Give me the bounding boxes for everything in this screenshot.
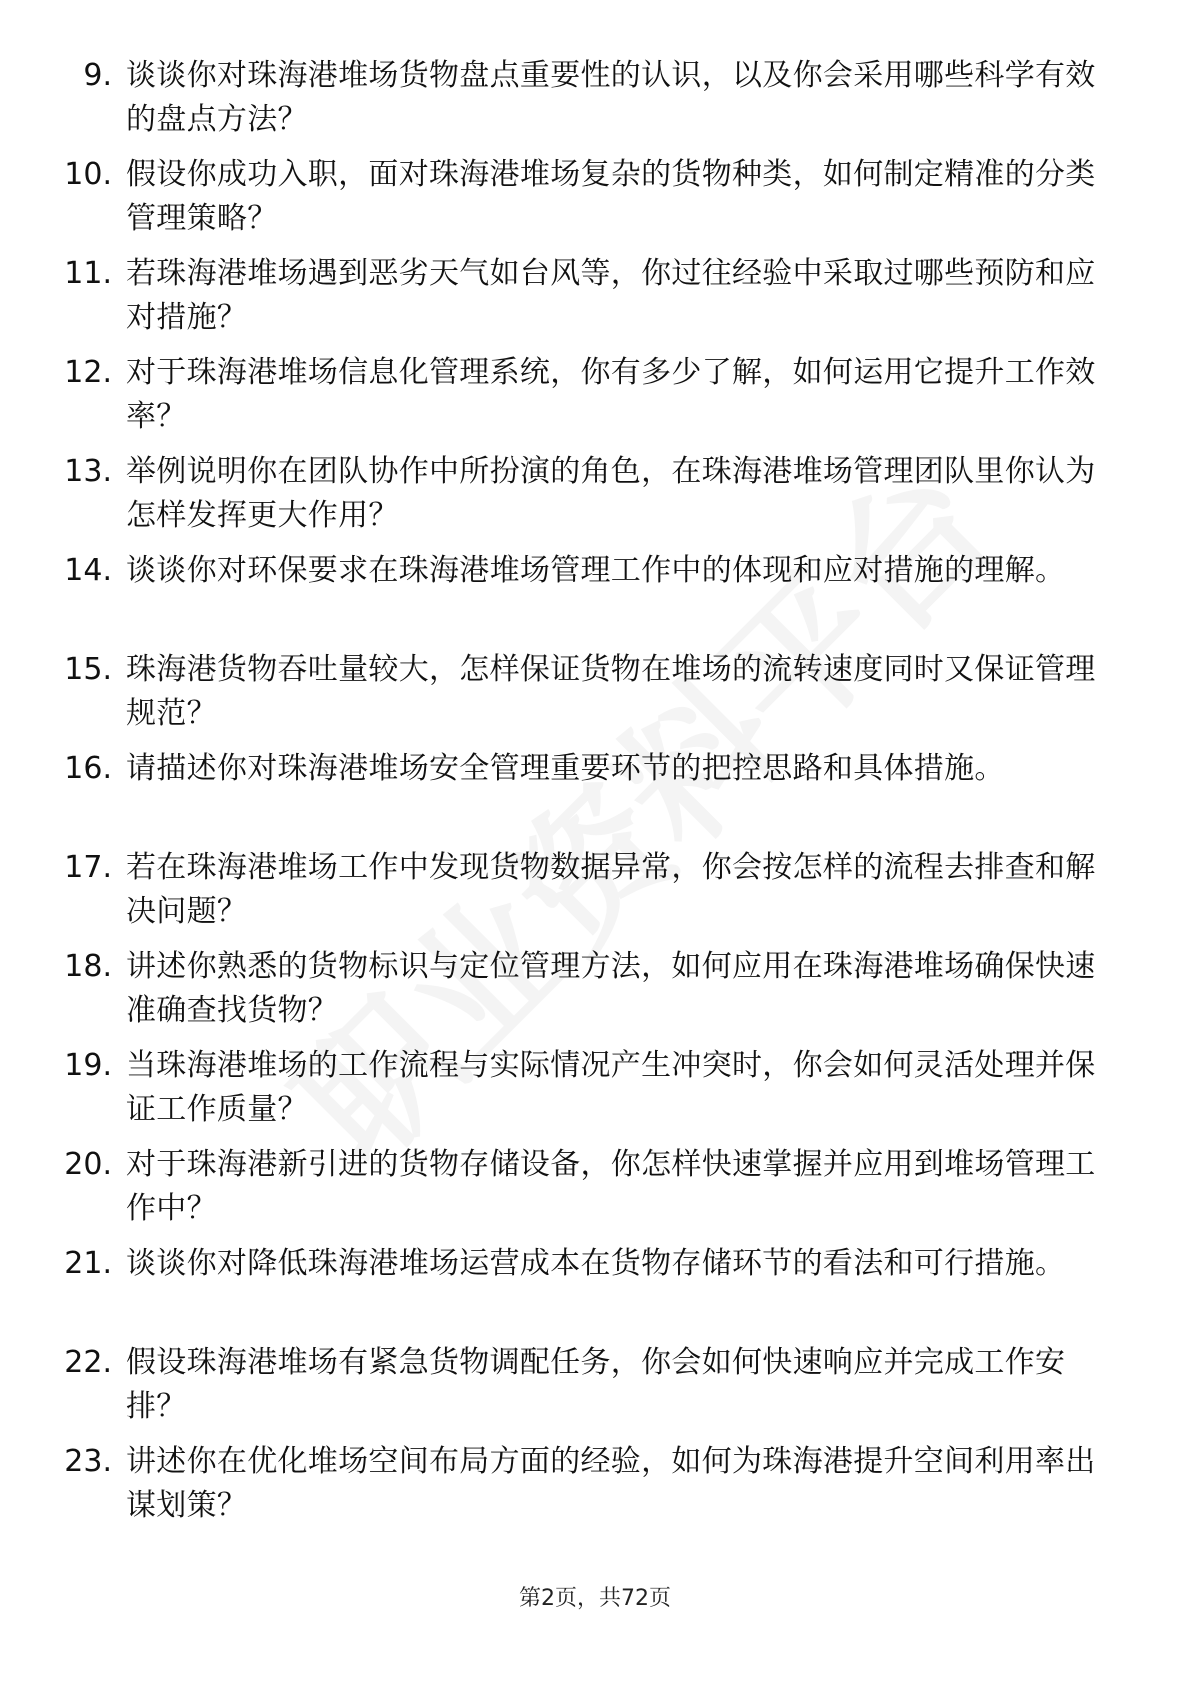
- question-item: [0, 1242, 1190, 1341]
- question-item: [0, 846, 1190, 945]
- question-number: 11.: [64, 256, 112, 291]
- question-item: [0, 153, 1190, 252]
- question-item: [0, 747, 1190, 846]
- question-text: 珠海港货物吞吐量较大，怎样保证货物在堆场的流转速度同时又保证管理规范？: [126, 652, 1096, 731]
- question-number: 12.: [64, 355, 112, 390]
- question-item: [0, 945, 1190, 1044]
- question-text: 举例说明你在团队协作中所扮演的角色，在珠海港堆场管理团队里你认为怎样发挥更大作用？: [126, 454, 1096, 533]
- question-item: [0, 351, 1190, 450]
- question-list: [0, 54, 1190, 1539]
- question-item: [0, 1143, 1190, 1242]
- question-item: [0, 648, 1190, 747]
- question-number: 9.: [83, 58, 112, 93]
- question-text: 对于珠海港新引进的货物存储设备，你怎样快速掌握并应用到堆场管理工作中？: [126, 1147, 1096, 1226]
- question-number: 21.: [64, 1246, 112, 1281]
- question-text: 对于珠海港堆场信息化管理系统，你有多少了解，如何运用它提升工作效率？: [126, 355, 1096, 434]
- question-text: 假设珠海港堆场有紧急货物调配任务，你会如何快速响应并完成工作安排？: [126, 1345, 1066, 1424]
- question-number: 16.: [64, 751, 112, 786]
- question-item: [0, 1044, 1190, 1143]
- page-footer: [0, 1584, 1190, 1614]
- question-item: [0, 54, 1190, 153]
- question-text: 谈谈你对环保要求在珠海港堆场管理工作中的体现和应对措施的理解。: [126, 553, 1066, 588]
- question-number: 17.: [64, 850, 112, 885]
- question-number: 15.: [64, 652, 112, 687]
- question-number: 23.: [64, 1444, 112, 1479]
- question-number: 22.: [64, 1345, 112, 1380]
- question-text: 若在珠海港堆场工作中发现货物数据异常，你会按怎样的流程去排查和解决问题？: [126, 850, 1096, 929]
- question-item: [0, 252, 1190, 351]
- question-number: 18.: [64, 949, 112, 984]
- question-text: 假设你成功入职，面对珠海港堆场复杂的货物种类，如何制定精准的分类管理策略？: [126, 157, 1096, 236]
- question-text: 讲述你熟悉的货物标识与定位管理方法，如何应用在珠海港堆场确保快速准确查找货物？: [126, 949, 1096, 1028]
- question-item: [0, 549, 1190, 648]
- question-item: [0, 450, 1190, 549]
- question-text: 谈谈你对降低珠海港堆场运营成本在货物存储环节的看法和可行措施。: [126, 1246, 1066, 1281]
- question-item: [0, 1341, 1190, 1440]
- question-number: 19.: [64, 1048, 112, 1083]
- question-text: 讲述你在优化堆场空间布局方面的经验，如何为珠海港提升空间利用率出谋划策？: [126, 1444, 1096, 1523]
- question-text: 请描述你对珠海港堆场安全管理重要环节的把控思路和具体措施。: [126, 751, 1005, 786]
- question-number: 20.: [64, 1147, 112, 1182]
- question-number: 10.: [64, 157, 112, 192]
- page-number-label: 第2页，共72页: [519, 1586, 671, 1611]
- question-number: 13.: [64, 454, 112, 489]
- question-text: 谈谈你对珠海港堆场货物盘点重要性的认识，以及你会采用哪些科学有效的盘点方法？: [126, 58, 1096, 137]
- question-number: 14.: [64, 553, 112, 588]
- question-text: 若珠海港堆场遇到恶劣天气如台风等，你过往经验中采取过哪些预防和应对措施？: [126, 256, 1096, 335]
- question-item: [0, 1440, 1190, 1539]
- question-text: 当珠海港堆场的工作流程与实际情况产生冲突时，你会如何灵活处理并保证工作质量？: [126, 1048, 1096, 1127]
